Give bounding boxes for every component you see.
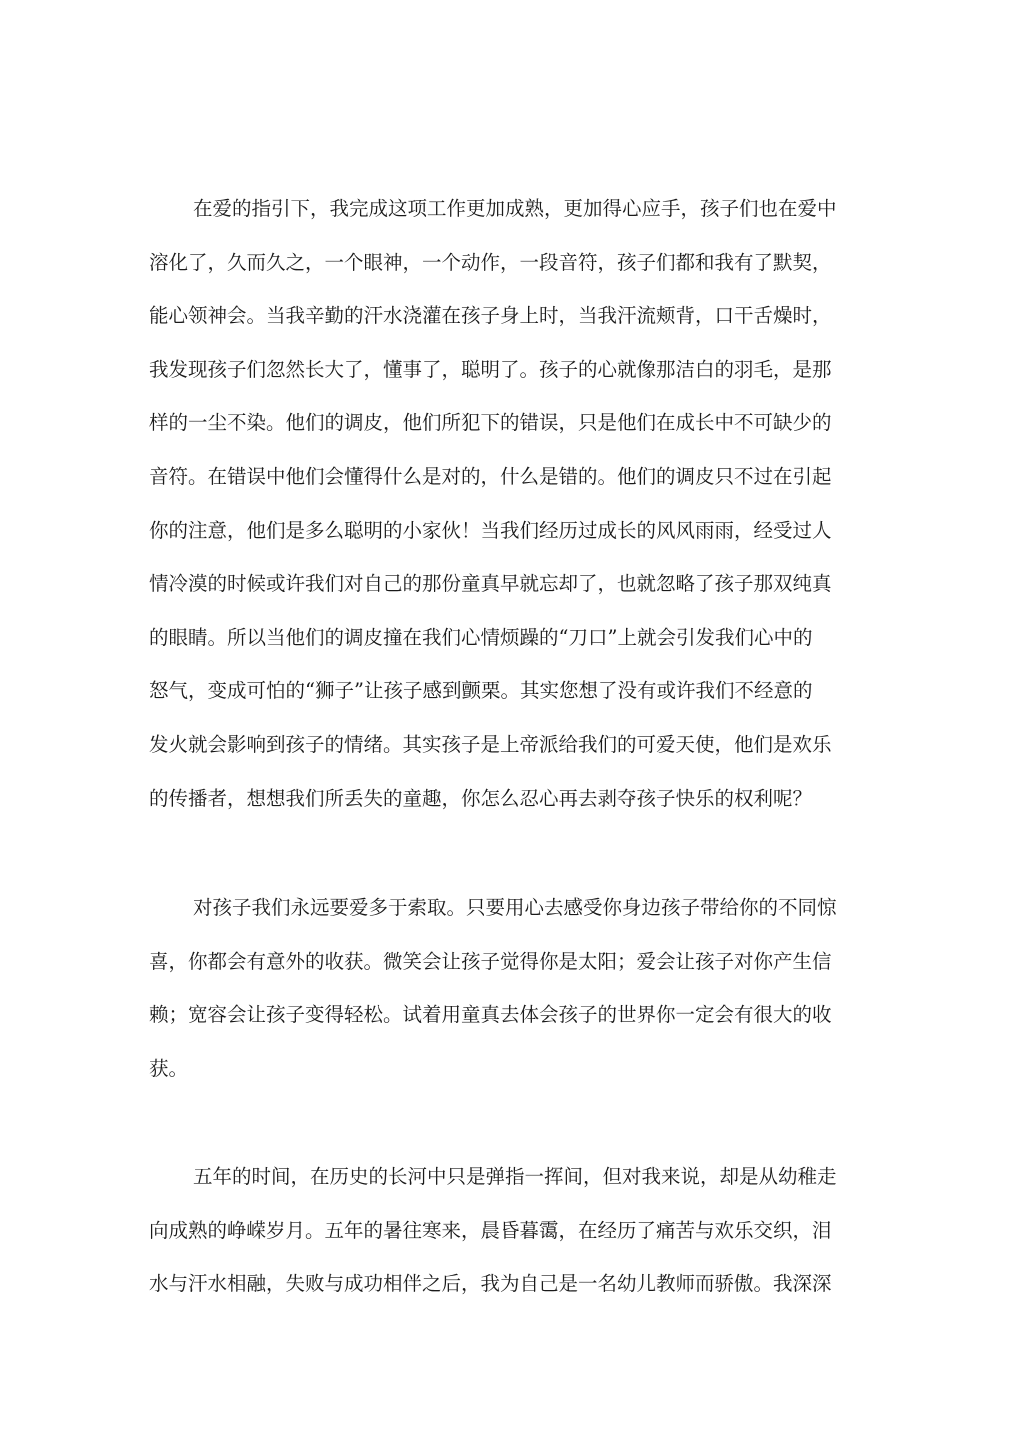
paragraph-1	[149, 182, 839, 825]
text-line: 你的注意，他们是多么聪明的小家伙！当我们经历过成长的风风雨雨，经受过人	[149, 518, 832, 542]
text-line: 怒气，变成可怕的“狮子”让孩子感到颤栗。其实您想了没有或许我们不经意的	[149, 679, 813, 703]
text-line: 向成熟的峥嵘岁月。五年的暑往寒来，晨昏暮霭，在经历了痛苦与欢乐交织，泪	[149, 1218, 832, 1242]
text-line: 情冷漠的时候或许我们对自己的那份童真早就忘却了，也就忽略了孩子那双纯真	[149, 572, 832, 596]
paragraph-2	[149, 881, 839, 1095]
paragraph-3	[149, 1150, 839, 1311]
text-line: 音符。在错误中他们会懂得什么是对的，什么是错的。他们的调皮只不过在引起	[149, 464, 832, 488]
text-line: 五年的时间，在历史的长河中只是弹指一挥间，但对我来说，却是从幼稚走	[193, 1165, 837, 1188]
text-line: 溶化了，久而久之，一个眼神，一个动作，一段音符，孩子们都和我有了默契，	[149, 250, 832, 274]
text-line: 对孩子我们永远要爱多于索取。只要用心去感受你身边孩子带给你的不同惊	[193, 896, 837, 919]
text-line: 喜，你都会有意外的收获。微笑会让孩子觉得你是太阳；爱会让孩子对你产生信	[149, 949, 832, 973]
text-line: 获。	[149, 1056, 189, 1080]
text-line: 样的一尘不染。他们的调皮，他们所犯下的错误，只是他们在成长中不可缺少的	[149, 411, 832, 435]
text-line: 的传播者，想想我们所丢失的童趣，你怎么忍心再去剥夺孩子快乐的权利呢？	[149, 786, 813, 810]
text-line: 的眼睛。所以当他们的调皮撞在我们心情烦躁的“刀口”上就会引发我们心中的	[149, 625, 813, 649]
text-line: 我发现孩子们忽然长大了，懂事了，聪明了。孩子的心就像那洁白的羽毛，是那	[149, 357, 832, 381]
text-line: 在爱的指引下，我完成这项工作更加成熟，更加得心应手，孩子们也在爱中	[193, 197, 837, 220]
text-line: 水与汗水相融，失败与成功相伴之后，我为自己是一名幼儿教师而骄傲。我深深	[149, 1272, 832, 1296]
text-line: 能心领神会。当我辛勤的汗水浇灌在孩子身上时，当我汗流颊背，口干舌燥时，	[149, 304, 832, 328]
text-line: 赖；宽容会让孩子变得轻松。试着用童真去体会孩子的世界你一定会有很大的收	[149, 1003, 832, 1027]
text-line: 发火就会影响到孩子的情绪。其实孩子是上帝派给我们的可爱天使，他们是欢乐	[149, 732, 832, 756]
